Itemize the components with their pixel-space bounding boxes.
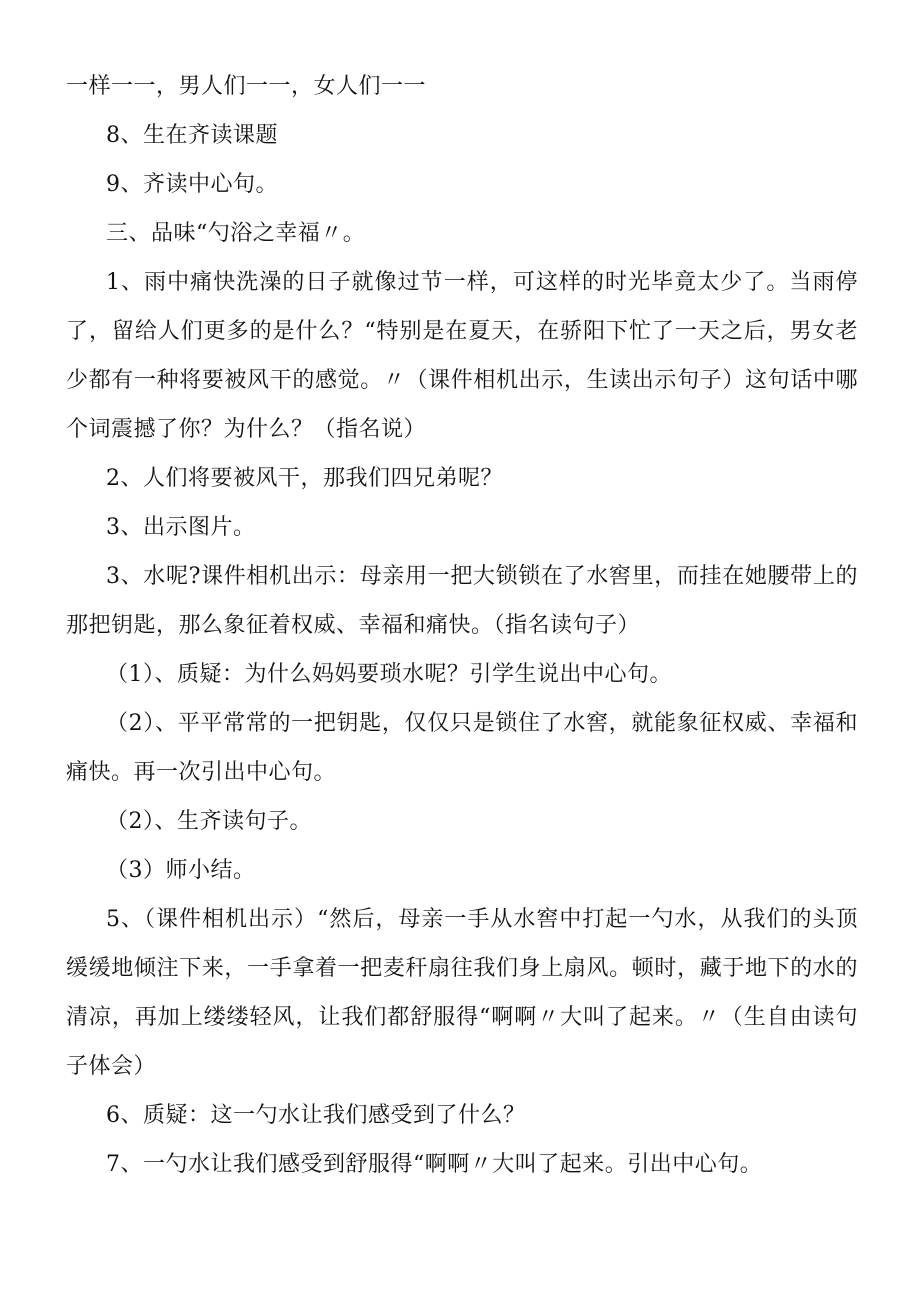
- paragraph-sub-3: （3）师小结。: [106, 858, 256, 883]
- paragraph-item-6: 6、质疑：这一勺水让我们感受到了什么？: [106, 1103, 526, 1128]
- paragraph-step-8: 8、生在齐读课题: [106, 123, 278, 148]
- paragraph-item-2: 2、人们将要被风干，那我们四兄弟呢？: [106, 466, 503, 491]
- paragraph-item-1: 1、雨中痛快洗澡的日子就像过节一样，可这样的时光毕竟太少了。当雨停了，留给人们更多的是什么？“特别是在夏天，在骄阳下忙了一天之后，男女老少都有一种将要被风干的感觉。〃（课件相机出示，生读出示句子）这句话中哪个词震撼了你？为什么？（指名说）: [66, 270, 858, 442]
- section-heading-3: 三、品味“勺浴之幸福〃。: [106, 221, 366, 246]
- paragraph-item-3b: 3、水呢?课件相机出示：母亲用一把大锁锁在了水窖里，而挂在她腰带上的那把钥匙，那么象征着权威、幸福和痛快。（指名读句子）: [66, 564, 858, 638]
- paragraph-item-3a: 3、出示图片。: [106, 515, 256, 540]
- paragraph-item-5: 5、（课件相机出示）“然后，母亲一手从水窖中打起一勺水，从我们的头顶缓缓地倾注下来，一手拿着一把麦秆扇往我们身上扇风。顿时，藏于地下的水的清凉，再加上缕缕轻风，让我们都舒服得“啊啊〃大叫了起来。〃（生自由读句子体会）: [66, 907, 858, 1079]
- document-page: [66, 62, 858, 1189]
- paragraph-sub-2a: （2）、平平常常的一把钥匙，仅仅只是锁住了水窖，就能象征权威、幸福和痛快。再一次引出中心句。: [66, 711, 858, 785]
- paragraph-continuation: 一样一一，男人们一一，女人们一一: [66, 74, 427, 99]
- paragraph-sub-1: （1）、质疑：为什么妈妈要琐水呢？引学生说出中心句。: [106, 662, 672, 687]
- paragraph-step-9: 9、齐读中心句。: [106, 172, 278, 197]
- paragraph-sub-2b: （2）、生齐读句子。: [106, 809, 312, 834]
- paragraph-item-7: 7、一勺水让我们感受到舒服得“啊啊〃大叫了起来。引出中心句。: [106, 1152, 763, 1177]
